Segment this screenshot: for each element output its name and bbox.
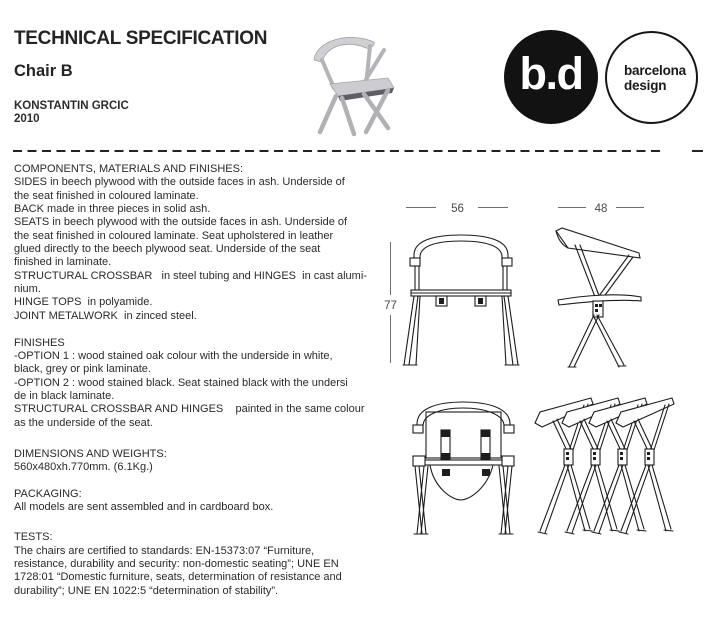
bd-logo-text: b.d (519, 47, 583, 99)
text-line: COMPONENTS, MATERIALS AND FINISHES: (14, 163, 243, 175)
designer-name: KONSTANTIN GRCIC (14, 100, 129, 112)
text-line: resistance, durability and security: non-domestic seating”; UNE EN (14, 557, 339, 570)
text-line: TESTS: (14, 531, 53, 544)
drawing-folded-front-view (398, 392, 523, 542)
text-line: black, grey or pink laminate. (14, 363, 151, 376)
section-finishes (14, 337, 394, 430)
text-line: 560x480xh.770mm. (6.1Kg.) (14, 461, 153, 474)
section-tests (14, 531, 394, 598)
design-year: 2010 (14, 113, 40, 125)
text-line: durability”; UNE EN 1022:5 “determination of stability”. (14, 584, 279, 597)
page-title: TECHNICAL SPECIFICATION (14, 28, 268, 49)
text-line: 1728:01 “Domestic furniture, seats, determination of resistance and (14, 571, 342, 584)
text-line: The chairs are certified to standards: EN-15373:07 “Furniture, (14, 544, 315, 557)
section-packaging (14, 488, 394, 515)
text-line: glued directly to the beech plywood seat. Underside of the seat (14, 243, 321, 256)
studio-name-line2: design (624, 77, 667, 93)
text-line: SEATS in beech plywood with the outside faces in ash. Underside of (14, 216, 348, 229)
dimension-height-label: 77 (384, 300, 397, 312)
text-line: BACK made in three pieces in solid ash. (14, 203, 211, 216)
text-line: STRUCTURAL CROSSBAR AND HINGES painted in the same colour (14, 403, 365, 416)
drawing-front-view (378, 195, 523, 370)
text-line: STRUCTURAL CROSSBAR in steel tubing and HINGES in cast alumi- (14, 269, 367, 282)
section-dimensions (14, 448, 394, 475)
spec-text-column (14, 163, 394, 598)
text-line: HINGE TOPS in polyamide. (14, 296, 153, 309)
text-line: SIDES in beech plywood with the outside faces in ash. Underside of (14, 176, 345, 189)
barcelona-design-logo (605, 31, 698, 124)
dimension-width-label: 56 (451, 203, 464, 215)
studio-name-line1: barcelona (624, 62, 686, 78)
bd-logo (504, 30, 598, 124)
chair-photo (300, 26, 408, 138)
text-line: finished in laminate. (14, 256, 112, 269)
section-components (14, 163, 394, 323)
text-line: -OPTION 1 : wood stained oak colour with the underside in white, (14, 349, 333, 362)
text-line: as the underside of the seat. (14, 416, 153, 429)
text-line: DIMENSIONS AND WEIGHTS: (14, 447, 167, 460)
product-name: Chair B (14, 62, 73, 80)
text-line: JOINT METALWORK in zinced steel. (14, 309, 197, 322)
text-line: the seat finished in coloured laminate. (14, 189, 199, 202)
text-line: nium. (14, 283, 41, 296)
text-line: All models are sent assembled and in cardboard box. (14, 501, 274, 514)
text-line: -OPTION 2 : wood stained black. Seat stained black with the undersi (14, 376, 348, 389)
dashed-divider (13, 150, 663, 152)
text-line: de in black laminate. (14, 389, 115, 402)
drawing-stacked-side-view (527, 383, 685, 538)
dimension-depth-label: 48 (594, 203, 608, 215)
text-line: PACKAGING: (14, 488, 82, 500)
drawing-side-view (548, 195, 648, 370)
dashed-divider-end (692, 150, 703, 152)
text-line: FINISHES (14, 336, 65, 349)
text-line: the seat finished in coloured laminate. Seat upholstered in leather (14, 229, 334, 242)
